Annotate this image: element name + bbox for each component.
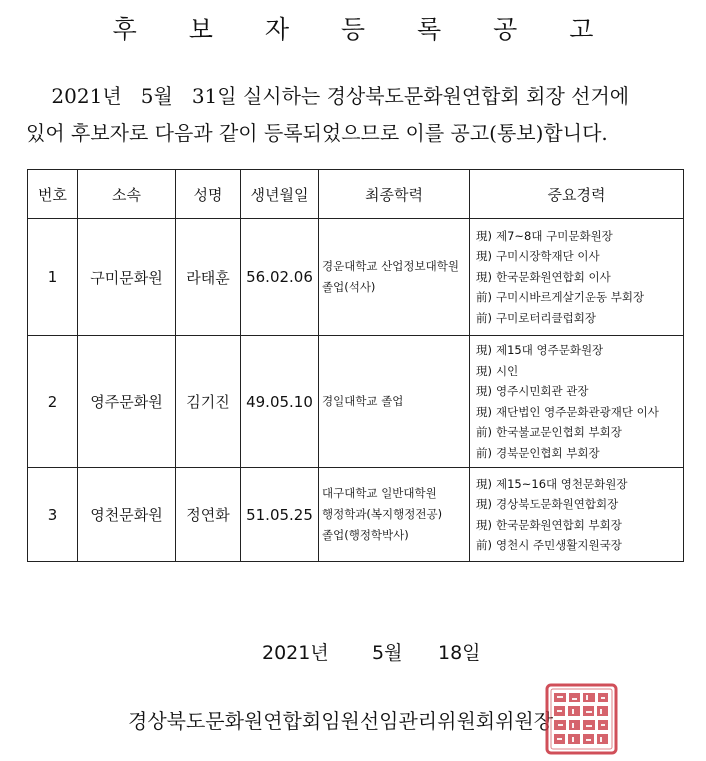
cell-birthdate: 51.05.25 [241,468,319,562]
cell-affiliation: 영주문화원 [78,336,176,468]
table-row [28,336,684,468]
cell-affiliation: 영천문화원 [78,468,176,562]
career-item: 現) 제15~16대 영천문화원장 [476,476,628,491]
career-item: 前) 경북문인협회 부회장 [476,445,600,460]
cell-number: 1 [28,219,78,336]
announcement-line-2: 있어 후보자로 다음과 같이 등록되었으므로 이를 공고(통보)합니다. [26,121,608,145]
header-affiliation: 소속 [78,170,176,219]
table-row [28,219,684,336]
career-item: 現) 시인 [476,363,519,378]
official-seal-stamp [544,682,619,756]
cell-career [470,219,684,336]
cell-number: 3 [28,468,78,562]
cell-education: 경일대학교 졸업 [319,336,470,468]
cell-career [470,468,684,562]
cell-birthdate: 49.05.10 [241,336,319,468]
announcement-text [26,78,696,152]
career-item: 現) 제15대 영주문화원장 [476,343,604,357]
career-item: 現) 한국문화원연합회 이사 [476,269,611,284]
cell-name: 김기진 [176,336,241,468]
cell-name: 정연화 [176,468,241,562]
career-item: 現) 한국문화원연합회 부회장 [476,517,622,532]
header-education: 최종학력 [319,170,470,219]
cell-name: 라태훈 [176,219,241,336]
career-item: 現) 제7~8대 구미문화원장 [476,228,613,243]
career-item: 前) 한국불교문인협회 부회장 [476,425,622,439]
page-title: 후 보 자 등 록 공 고 [112,15,616,44]
cell-education: 경운대학교 산업정보대학원 졸업(석사) [319,219,470,336]
date-day: 18일 [438,642,481,664]
cell-birthdate: 56.02.06 [241,219,319,336]
table-header-row [28,170,684,219]
date-year: 2021년 [262,642,329,664]
cell-number: 2 [28,336,78,468]
table-row [28,468,684,562]
career-item: 現) 구미시장학재단 이사 [476,249,600,264]
career-item: 前) 영천시 주민생활지원국장 [476,538,622,552]
header-birthdate: 생년월일 [241,170,319,219]
announcement-line-1: 2021년 5월 31일 실시하는 경상북도문화원연합회 회장 선거에 [26,84,630,108]
cell-affiliation: 구미문화원 [78,219,176,336]
cell-education: 대구대학교 일반대학원 행정학과(복지행정전공) 졸업(행정학박사) [319,468,470,562]
career-item: 現) 경상북도문화원연합회장 [476,497,619,511]
career-item: 前) 구미로터리클럽회장 [476,310,596,325]
header-name: 성명 [176,170,241,219]
cell-career [470,336,684,468]
issuer-signature: 경상북도문화원연합회임원선임관리위원회위원장 [128,709,554,733]
career-item: 現) 영주시민회관 관장 [476,384,589,398]
career-item: 現) 재단법인 영주문화관광재단 이사 [476,404,659,419]
date-month: 5월 [372,642,403,664]
header-career: 중요경력 [470,170,684,219]
career-item: 前) 구미시바르게살기운동 부회장 [476,290,645,305]
candidate-table [27,169,684,562]
header-number: 번호 [28,170,78,219]
